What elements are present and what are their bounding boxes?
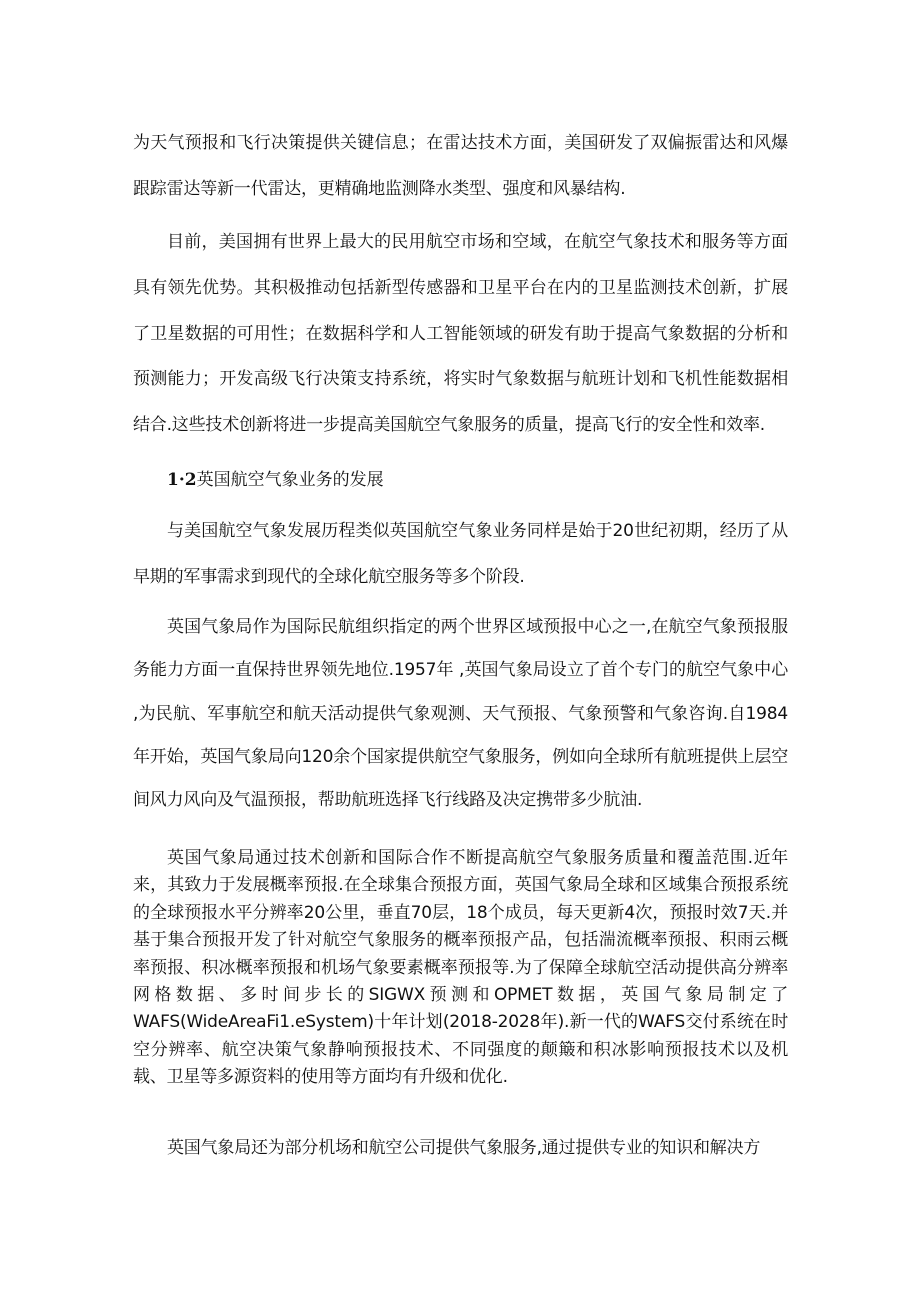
paragraph-uk-technology-innovation: 英国气象局通过技术创新和国际合作不断提高航空气象服务质量和覆盖范围.近年来，其致力于发展概率预报.在全球集合预报方面，英国气象局全球和区域集合预报系统的全球预报水平分辨率20公里，垂直70层，18个成员，每天更新4次，预报时效7天.并基于集合预报开发了针对航空气象服务的概率预报产品，包括湍流概率预报、积雨云概率预报、积冰概率预报和机场气象要素概率预报等.为了保障全球航空活动提供高分辨率网格数据、多时间步长的SIGWX预测和OPMET数据，英国气象局制定了WAFS(WideAreaFi1.eSystem)十年计划(2018-2028年).新一代的WAFS交付系统在时空分辨率、航空决策气象静响预报技术、不同强度的颠簸和积冰影响预报技术以及机载、卫星等多源资料的使用等方面均有升级和优化. bbox=[133, 848, 788, 1088]
paragraph-us-aviation-advantage: 目前，美国拥有世界上最大的民用航空市场和空域，在航空气象技术和服务等方面具有领先优势。其积极推动包括新型传感器和卫星平台在内的卫星监测技术创新，扩展了卫星数据的可用性；在数据科学和人工智能领域的研发有助于提高气象数据的分析和预测能力；开发高级飞行决策支持系统，将实时气象数据与航班计划和飞机性能数据相结合.这些技术创新将进一步提高美国航空气象服务的质量，提高飞行的安全性和效率. bbox=[133, 232, 788, 436]
section-title: 英国航空气象业务的发展 bbox=[196, 470, 384, 490]
paragraph-radar-technology: 为天气预报和飞行决策提供关键信息；在雷达技术方面，美国研发了双偏振雷达和风爆跟踪雷达等新一代雷达，更精确地监测降水类型、强度和风暴结构. bbox=[133, 133, 788, 199]
paragraph-uk-history: 与美国航空气象发展历程类似英国航空气象业务同样是始于20世纪初期，经历了从早期的军事需求到现代的全球化航空服务等多个阶段. bbox=[133, 521, 788, 587]
section-heading bbox=[167, 467, 384, 493]
section-number: 1·2 bbox=[167, 470, 197, 490]
paragraph-uk-airport-services: 英国气象局还为部分机场和航空公司提供气象服务,通过提供专业的知识和解决方 bbox=[167, 1138, 761, 1158]
paragraph-uk-met-office: 英国气象局作为国际民航组织指定的两个世界区域预报中心之一,在航空气象预报服务能力方面一直保持世界领先地位.1957年 ,英国气象局设立了首个专门的航空气象中心 ,为民航、军事航空和航天活动提供气象观测、天气预报、气象预警和气象咨询.自1984年开始，英国气象局向120余个国家提供航空气象服务，例如向全球所有航班提供上层空间风力风向及气温预报，帮助航班选择飞行线路及决定携带多少肮油. bbox=[133, 617, 788, 811]
